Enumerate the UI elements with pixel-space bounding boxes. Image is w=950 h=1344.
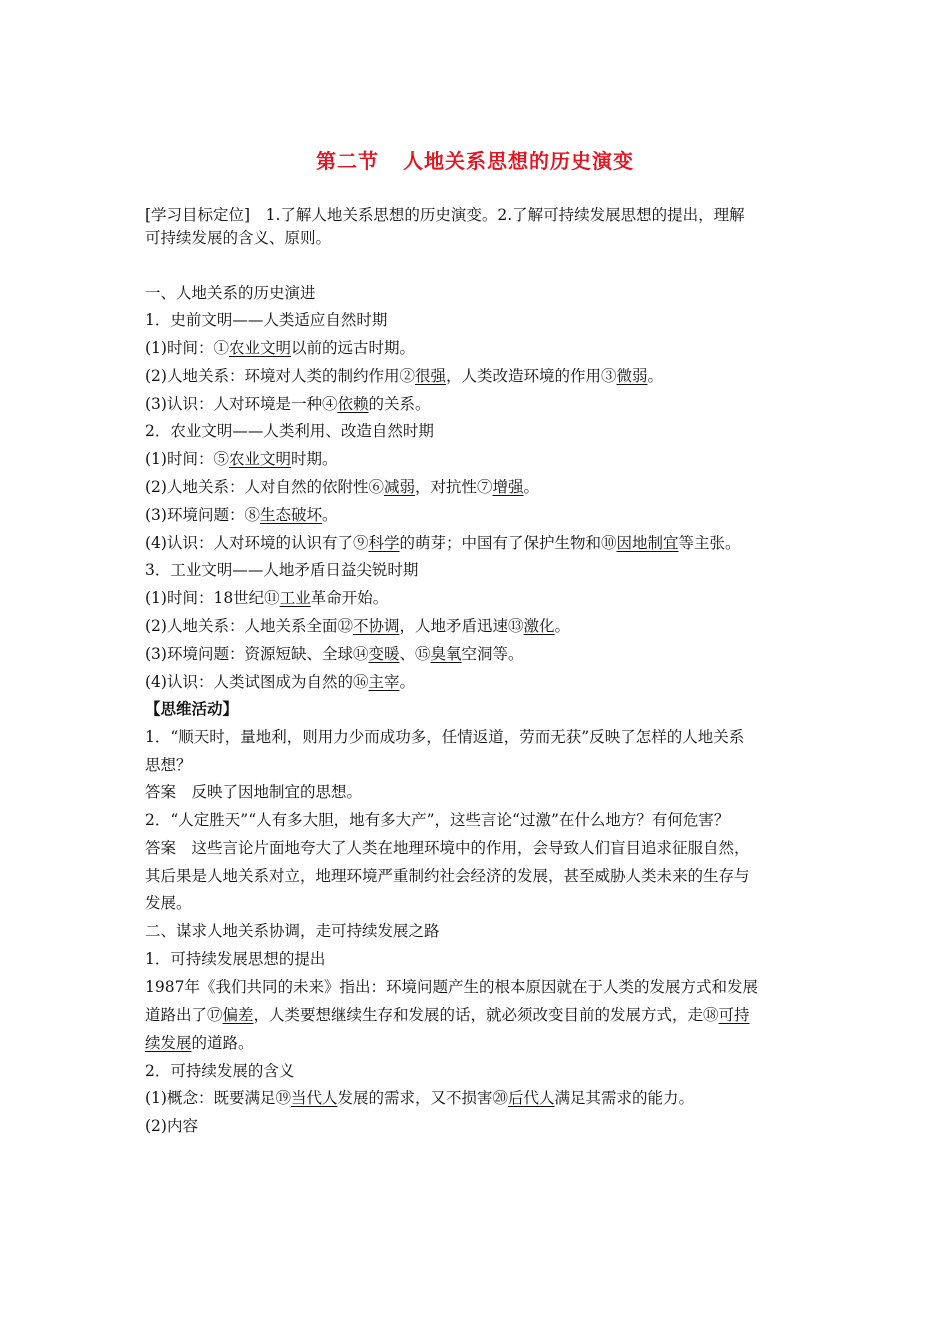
fill-in-answer: 很强 — [414, 367, 446, 385]
text-line — [145, 616, 825, 636]
fill-in-answer: 偏差 — [222, 1006, 254, 1024]
fill-in-answer: 因地制宜 — [616, 534, 679, 552]
fill-in-answer: 主宰 — [368, 673, 400, 691]
text-line — [145, 338, 825, 358]
fill-in-answer: 科学 — [368, 534, 400, 552]
text-line: 2．可持续发展的含义 — [145, 1062, 295, 1080]
text-segment: (1)概念：既要满足⑲ — [145, 1089, 291, 1107]
text-line: 答案 这些言论片面地夸大了人类在地理环境中的作用，会导致人们盲目追求征服自然， — [145, 839, 750, 857]
text-line: 1987年《我们共同的未来》指出：环境问题产生的根本原因就在于人类的发展方式和发展 — [145, 978, 758, 996]
text-line: 发展。 — [145, 894, 192, 912]
text-line — [145, 644, 825, 664]
fill-in-answer: 当代人 — [290, 1089, 338, 1107]
text-line — [145, 588, 825, 608]
page-title — [0, 145, 950, 174]
text-segment: 的萌芽；中国有了保护生物和⑩ — [399, 534, 617, 552]
text-line: 3．工业文明——人地矛盾日益尖锐时期 — [145, 561, 419, 579]
text-segment: ，人类要想继续生存和发展的话，就必须改变目前的发展方式，走⑱ — [253, 1006, 719, 1024]
text-line — [145, 1005, 825, 1025]
text-segment: (4)认识：人对环境的认识有了⑨ — [145, 534, 369, 552]
text-line — [145, 477, 825, 497]
text-segment: (2)人地关系：人地关系全面⑫ — [145, 617, 353, 635]
text-segment: (2)人地关系：人对自然的依附性⑥ — [145, 478, 384, 496]
text-segment: 时期。 — [290, 450, 338, 468]
fill-in-answer: 可持 — [718, 1006, 750, 1024]
text-segment: 革命开始。 — [310, 589, 389, 607]
fill-in-answer: 后代人 — [508, 1089, 555, 1107]
text-segment: 。 — [647, 367, 664, 385]
text-segment: 。 — [523, 478, 540, 496]
text-segment: 空洞等。 — [461, 645, 524, 663]
text-line: 答案 反映了因地制宜的思想。 — [145, 783, 363, 801]
text-line — [145, 394, 825, 414]
text-segment: 、⑮ — [399, 645, 431, 663]
text-segment: 。 — [321, 506, 338, 524]
text-segment: (3)认识：人对环境是一种④ — [145, 395, 338, 413]
text-line — [145, 533, 825, 553]
fill-in-answer: 激化 — [523, 617, 555, 635]
text-segment: 的道路。 — [191, 1034, 254, 1052]
text-line: 一、人地关系的历史演进 — [145, 284, 316, 302]
text-segment: 的关系。 — [368, 395, 431, 413]
text-segment: (2)人地关系：环境对人类的制约作用② — [145, 367, 415, 385]
text-line: 1．可持续发展思想的提出 — [145, 950, 326, 968]
text-segment: (3)环境问题：资源短缺、全球⑭ — [145, 645, 369, 663]
fill-in-answer: 生态破坏 — [259, 506, 322, 524]
text-line — [145, 1088, 825, 1108]
fill-in-answer: 工业 — [279, 589, 311, 607]
fill-in-answer: 续发展 — [145, 1034, 192, 1052]
fill-in-answer: 减弱 — [383, 478, 415, 496]
text-line: 2．农业文明——人类利用、改造自然时期 — [145, 422, 434, 440]
text-line: 思想？ — [145, 756, 192, 774]
text-segment: 以前的远古时期。 — [290, 339, 415, 357]
text-segment: 道路出了⑰ — [145, 1006, 223, 1024]
text-line: 1．史前文明——人类适应自然时期 — [145, 311, 388, 329]
fill-in-answer: 农业文明 — [228, 450, 291, 468]
title-section-name: 人地关系思想的历史演变 — [403, 149, 634, 173]
fill-in-answer: 依赖 — [337, 395, 369, 413]
text-line: 1．“顺天时，量地利，则用力少而成功多，任情返道，劳而无获”反映了怎样的人地关系 — [145, 728, 745, 746]
fill-in-answer: 臭氧 — [430, 645, 462, 663]
text-segment: 等主张。 — [678, 534, 741, 552]
fill-in-answer: 农业文明 — [228, 339, 291, 357]
fill-in-answer: 微弱 — [616, 367, 648, 385]
title-section-number: 第二节 — [316, 149, 379, 173]
text-segment: 发展的需求，又不损害⑳ — [337, 1089, 508, 1107]
text-line: 二、谋求人地关系协调，走可持续发展之路 — [145, 922, 440, 940]
text-segment: ，人地矛盾迅速⑬ — [399, 617, 524, 635]
text-segment: (1)时间：18世纪⑪ — [145, 589, 280, 607]
text-segment: (3)环境问题：⑧ — [145, 506, 260, 524]
text-line: 2．“人定胜天”“人有多大胆，地有多大产”，这些言论“过激”在什么地方？有何危害？ — [145, 811, 730, 829]
text-line — [145, 449, 825, 469]
text-segment: 。 — [399, 673, 415, 691]
text-segment: 满足其需求的能力。 — [554, 1089, 695, 1107]
text-segment: ，人类改造环境的作用③ — [445, 367, 617, 385]
text-line: (2)内容 — [145, 1117, 198, 1135]
fill-in-answer: 增强 — [492, 478, 524, 496]
text-line: 【思维活动】 — [145, 700, 239, 718]
text-line: 其后果是人地关系对立，地理环境严重制约社会经济的发展，甚至威胁人类未来的生存与 — [145, 867, 750, 885]
text-segment: (4)认识：人类试图成为自然的⑯ — [145, 673, 369, 691]
text-line — [145, 366, 825, 386]
fill-in-answer: 变暖 — [368, 645, 400, 663]
text-line — [145, 1033, 825, 1053]
text-segment: (1)时间：⑤ — [145, 450, 229, 468]
text-segment: 。 — [554, 617, 571, 635]
text-line — [145, 505, 825, 525]
text-line: [学习目标定位] 1.了解人地关系思想的历史演变。2.了解可持续发展思想的提出，理解 — [145, 206, 745, 224]
text-line — [145, 672, 825, 692]
text-line: 可持续发展的含义、原则。 — [145, 229, 332, 247]
fill-in-answer: 不协调 — [352, 617, 400, 635]
text-segment: (1)时间：① — [145, 339, 229, 357]
text-segment: ，对抗性⑦ — [414, 478, 493, 496]
